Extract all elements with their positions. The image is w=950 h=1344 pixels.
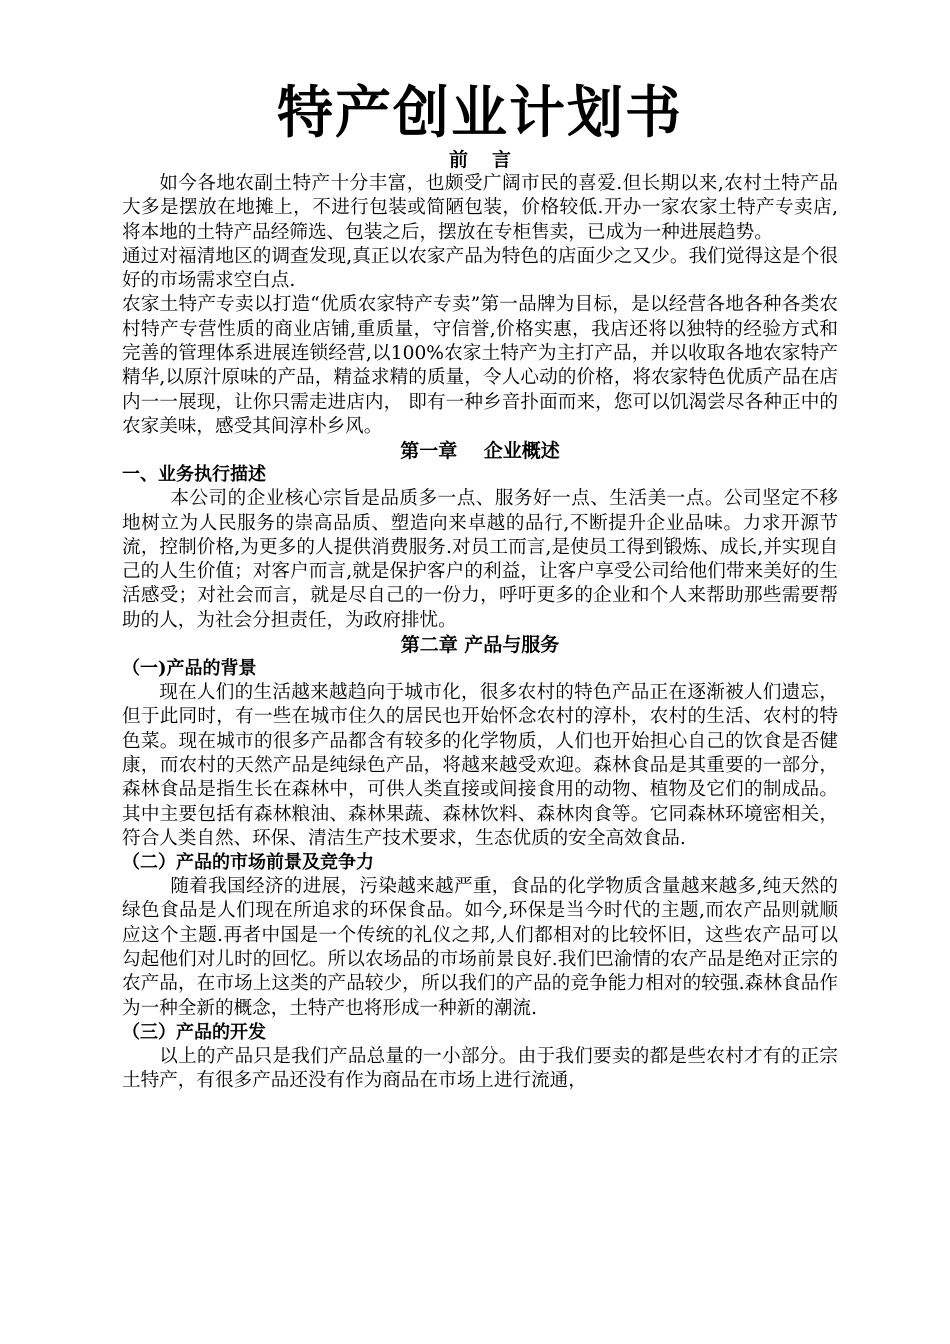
chapter-2-section-1-paragraph: 现在人们的生活越来越趋向于城市化，很多农村的特色产品正在逐渐被人们遗忘，但于此同时，有一些在城市住久的居民也开始怀念农村的淳朴，农村的生活、农村的特色菜。现在城市的很多产品都含有较多的化学物质，人们也开始担心自己的饮食是否健康，而农村的天然产品是纯绿色产品，将越来越受欢迎。森林食品是其重要的一部分，森林食品是指生长在森林中，可供人类直接或间接食用的动物、植物及它们的制成品。其中主要包括有森林粮油、森林果蔬、森林饮料、森林肉食等。它同森林环境密相关，符合人类自然、环保、清洁生产技术要求，生态优质的安全高效食品.: [122, 682, 838, 849]
chapter-2-section-2-paragraph: 随着我国经济的进展，污染越来越严重，食品的化学物质含量越来越多,纯天然的绿色食品是人们现在所追求的环保食品。如今,环保是当今时代的主题,而农产品则就顺应这个主题.再者中国是一个传统的礼仪之邦,人们都相对的比较怀旧，这些农产品可以勾起他们对儿时的回忆。所以农场品的市场前景良好.我们巴渝情的农产品是绝对正宗的农产品，在市场上这类的产品较少，所以我们的产品的竞争能力相对的较强.森林食品作为一种全新的概念，土特产也将形成一种新的潮流.: [122, 876, 838, 1019]
chapter-2-section-1-heading: （一)产品的背景: [122, 658, 257, 680]
preface-paragraph-2: 通过对福清地区的调查发现,真正以农家产品为特色的店面少之又少。我们觉得这是个很好的市场需求空白点.: [122, 245, 838, 292]
chapter-2-section-3-heading: （三）产品的开发: [122, 1021, 266, 1043]
chapter-2-section-3-paragraph: 以上的产品只是我们产品总量的一小部分。由于我们要卖的都是些农村才有的正宗土特产，有很多产品还没有作为商品在市场上进行流通，: [122, 1045, 838, 1092]
preface-paragraph-3: 农家土特产专卖以打造“优质农家特产专卖”第一品牌为目标，是以经营各地各种各类农村特产专营性质的商业店铺,重质量，守信誉,价格实惠，我店还将以独特的经验方式和完善的管理体系进展连锁经营,以100%农家土特产为主打产品，并以收取各地农家特产精华,以原汁原味的产品，精益求精的质量，令人心动的价格，将农家特色优质产品在店内一一展现，让你只需走进店内， 即有一种乡音扑面而来，您可以饥渴尝尽各种正中的农家美味，感受其间淳朴乡风。: [122, 294, 838, 437]
chapter-1-heading: 第一章 企业概述: [400, 440, 560, 463]
chapter-1-section-1-heading: 一、业务执行描述: [122, 464, 266, 486]
document-page: [122, 78, 838, 1094]
preface-heading: 前言: [448, 149, 535, 171]
document-title: 特产创业计划书: [277, 80, 683, 146]
chapter-2-heading: 第二章 产品与服务: [400, 634, 560, 657]
chapter-2-section-2-heading: （二）产品的市场前景及竞争力: [122, 852, 374, 874]
chapter-1-section-1-paragraph: 本公司的企业核心宗旨是品质多一点、服务好一点、生活美一点。公司坚定不移地树立为人民服务的崇高品质、塑造向来卓越的品行,不断提升企业品味。力求开源节流，控制价格,为更多的人提供消费服务.对员工而言,是使员工得到锻炼、成长,并实现自己的人生价值；对客户而言,就是保护客户的利益，让客户享受公司给他们带来美好的生活感受；对社会而言，就是尽自己的一份力，呼吁更多的企业和个人来帮助那些需要帮助的人，为社会分担责任，为政府排忧。: [122, 488, 838, 631]
preface-paragraph-1: 如今各地农副土特产十分丰富，也颇受广阔市民的喜爱.但长期以来,农村土特产品大多是摆放在地摊上，不进行包装或简陋包装，价格较低.开办一家农家土特产专卖店,将本地的土特产品经筛选、包装之后，摆放在专柜售卖，已成为一种进展趋势。: [122, 173, 838, 243]
